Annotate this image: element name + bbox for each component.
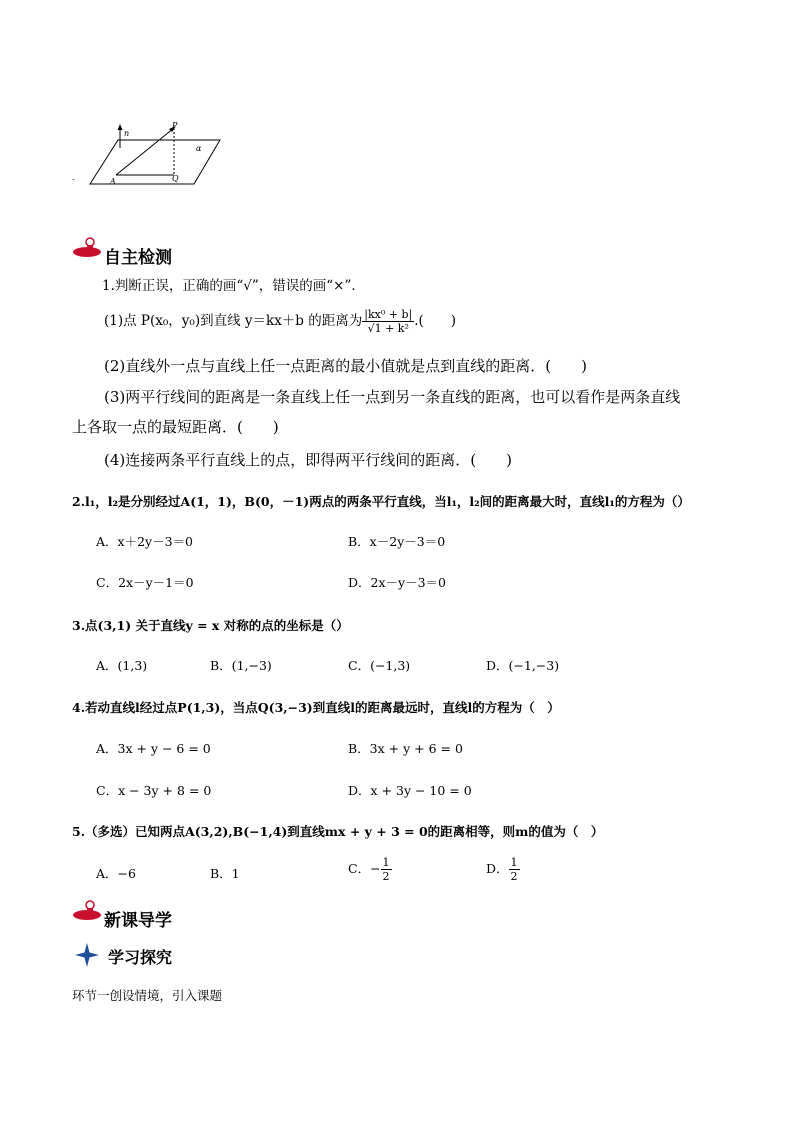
q5-option-c-fraction <box>381 856 392 883</box>
label-a: A <box>110 177 116 186</box>
q5-option-c-numerator: 1 <box>382 856 390 869</box>
q5-option-d-prefix: D． <box>486 861 509 876</box>
q1-fraction-numerator: |kx⁰ + b| <box>364 308 413 321</box>
q5-option-c-prefix: C．− <box>348 861 381 876</box>
q2-option-c: C．2x－y－1＝0 <box>96 575 194 590</box>
q5-option-a: A．−6 <box>96 866 136 881</box>
q3-stem: 3.点(3,1) 关于直线y = x 对称的点的坐标是（） <box>72 618 349 633</box>
q3-option-a: A．(1,3) <box>96 658 148 673</box>
q1-part1-prefix: (1)点 P(x₀，y₀)到直线 y＝kx＋b 的距离为 <box>104 313 363 329</box>
four-point-star-icon <box>74 942 100 968</box>
q2-option-a: A．x＋2y－3＝0 <box>96 534 193 549</box>
section-logo-icon <box>72 899 102 921</box>
q1-fraction-denominator: √1 + k² <box>367 322 409 335</box>
label-alpha: α <box>196 144 202 153</box>
plane-figure <box>66 118 226 190</box>
q5-option-d-fraction <box>509 856 520 883</box>
q5-option-d-numerator: 1 <box>510 856 518 869</box>
q5-stem: 5.（多选）已知两点A(3,2),B(−1,4)到直线mx + y + 3 = 0的距离相等，则m的值为（ ） <box>72 824 604 839</box>
q3-option-d: D．(−1,−3) <box>486 658 560 673</box>
q1-distance-fraction <box>362 308 414 335</box>
q5-option-d <box>486 856 520 883</box>
q2-option-b: B．x－2y－3＝0 <box>348 534 446 549</box>
label-q: Q <box>172 174 179 183</box>
q4-stem: 4.若动直线l经过点P(1,3)，当点Q(3,−3)到直线l的距离最远时，直线l的方程为（ ） <box>72 700 560 715</box>
q5-option-b: B．1 <box>210 866 240 881</box>
q3-option-b: B．(1,−3) <box>210 658 272 673</box>
q5-option-c-denominator: 2 <box>382 870 390 883</box>
section-logo-icon <box>72 236 102 258</box>
q1-part3-line2: 上各取一点的最短距离．( ) <box>72 418 279 436</box>
q4-option-b: B．3x + y + 6 = 0 <box>348 741 463 756</box>
q4-option-d: D．x + 3y − 10 = 0 <box>348 783 472 798</box>
q2-stem: 2.l₁，l₂是分别经过A(1，1)，B(0，－1)两点的两条平行直线，当l₁，l₂间的距离最大时，直线l₁的方程为（） <box>72 494 690 509</box>
q1-part3-line1: (3)两平行线间的距离是一条直线上任一点到另一条直线的距离，也可以看作是两条直线 <box>104 388 681 406</box>
q1-part1-suffix: .( ) <box>414 313 457 329</box>
q4-option-c: C．x − 3y + 8 = 0 <box>96 783 212 798</box>
normal-arrowhead <box>118 124 123 130</box>
q5-option-c <box>348 856 392 883</box>
q4-option-a: A．3x + y − 6 = 0 <box>96 741 211 756</box>
section-title-self-check: 自主检测 <box>104 248 172 268</box>
q1-part4: (4)连接两条平行直线上的点，即得两平行线间的距离．( ) <box>104 451 512 469</box>
q2-option-d: D．2x－y－3＝0 <box>348 575 446 590</box>
step-one-heading: 环节一创设情境，引入课题 <box>72 988 223 1003</box>
q1-stem: 1.判断正误，正确的画“√”，错误的画“×”． <box>102 278 365 294</box>
q5-option-d-denominator: 2 <box>510 870 518 883</box>
section-title-new-lesson: 新课导学 <box>104 911 172 931</box>
figure-dash: - <box>72 175 75 184</box>
q1-part1 <box>104 308 456 335</box>
q3-option-c: C．(−1,3) <box>348 658 411 673</box>
label-p: P <box>172 121 178 130</box>
q1-part2: (2)直线外一点与直线上任一点距离的最小值就是点到直线的距离．( ) <box>104 357 587 375</box>
label-n: n <box>124 129 130 138</box>
subsection-title-explore: 学习探究 <box>108 948 173 967</box>
